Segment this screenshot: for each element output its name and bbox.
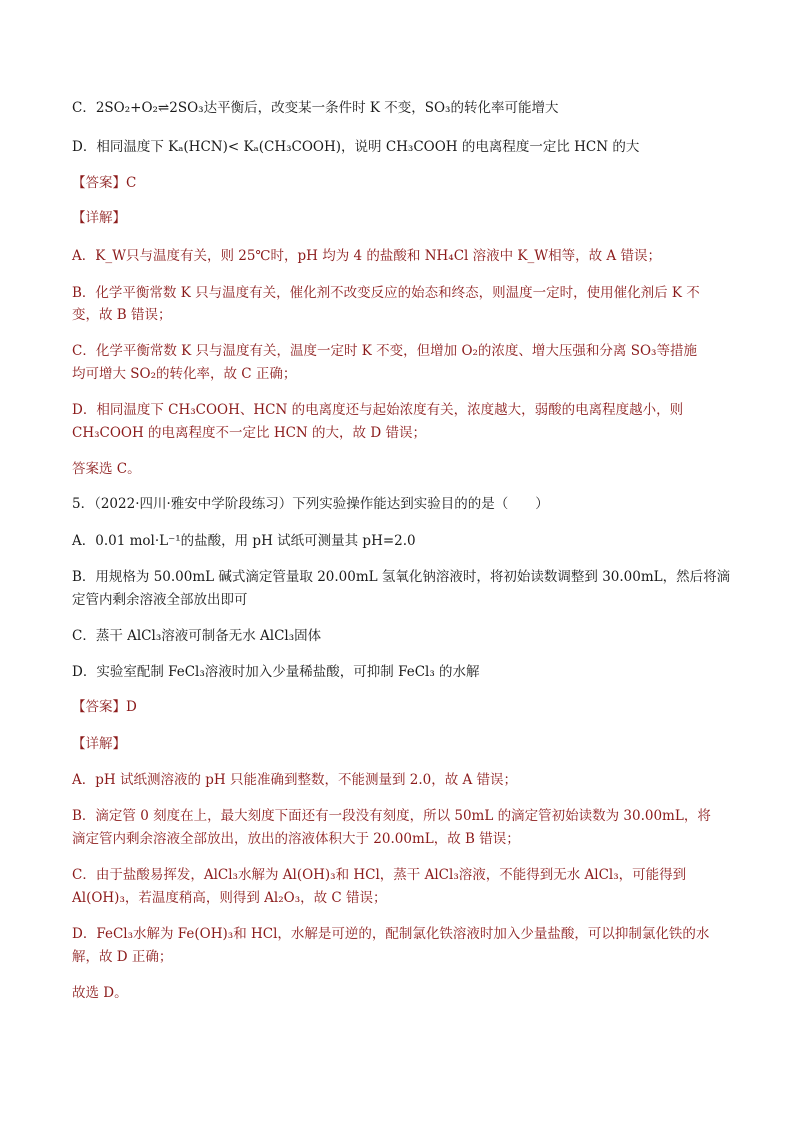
q4-option-c: C．2SO₂+O₂⇌2SO₃达平衡后，改变某一条件时 K 不变，SO₃的转化率可能增大: [72, 100, 559, 116]
q4-explain-a: A．K_W只与温度有关，则 25℃时，pH 均为 4 的盐酸和 NH₄Cl 溶液中 K_W相等，故 A 错误；: [72, 248, 661, 264]
q4-explain-c-line2: 均可增大 SO₂的转化率，故 C 正确；: [72, 366, 297, 382]
q5-explain-c-line1: C．由于盐酸易挥发，AlCl₃水解为 Al(OH)₃和 HCl，蒸干 AlCl₃溶液，不能得到无水 AlCl₃，可能得到: [72, 867, 687, 883]
q5-answer: 【答案】D: [72, 699, 137, 715]
q5-option-d: D．实验室配制 FeCl₃溶液时加入少量稀盐酸，可抑制 FeCl₃ 的水解: [72, 664, 480, 680]
q5-explain-b-line1: B．滴定管 0 刻度在上，最大刻度下面还有一段没有刻度，所以 50mL 的滴定管初始读数为 30.00mL，将: [72, 808, 711, 824]
q5-conclusion: 故选 D。: [72, 985, 128, 1001]
q5-option-a: A．0.01 mol·L⁻¹的盐酸，用 pH 试纸可测量其 pH=2.0: [72, 533, 416, 549]
q5-option-c: C．蒸干 AlCl₃溶液可制备无水 AlCl₃固体: [72, 628, 322, 644]
q5-explain-c-line2: Al(OH)₃，若温度稍高，则得到 Al₂O₃，故 C 错误；: [72, 890, 387, 906]
q4-explain-b-line1: B．化学平衡常数 K 只与温度有关，催化剂不改变反应的始态和终态，则温度一定时，使用催化剂后 K 不: [72, 285, 700, 301]
q4-conclusion: 答案选 C。: [72, 461, 141, 477]
q5-option-b-line1: B．用规格为 50.00mL 碱式滴定管量取 20.00mL 氢氧化钠溶液时，将初始读数调整到 30.00mL，然后将滴: [72, 569, 731, 585]
q4-explain-b-line2: 变，故 B 错误；: [72, 307, 172, 323]
q5-stem: 5．（2022·四川·雅安中学阶段练习）下列实验操作能达到实验目的的是（ ）: [72, 496, 549, 512]
q5-explain-d-line2: 解，故 D 正确；: [72, 949, 173, 965]
q5-explain-b-line2: 滴定管内剩余溶液全部放出，放出的溶液体积大于 20.00mL，故 B 错误；: [72, 831, 520, 847]
q4-explain-d-line2: CH₃COOH 的电离程度不一定比 HCN 的大，故 D 错误；: [72, 425, 426, 441]
q5-explain-d-line1: D．FeCl₃水解为 Fe(OH)₃和 HCl，水解是可逆的，配制氯化铁溶液时加入少量盐酸，可以抑制氯化铁的水: [72, 926, 710, 942]
q5-option-b-line2: 定管内剩余溶液全部放出即可: [72, 592, 248, 608]
q4-explain-c-line1: C．化学平衡常数 K 只与温度有关，温度一定时 K 不变，但增加 O₂的浓度、增大压强和分离 SO₃等措施: [72, 343, 697, 359]
q4-option-d: D．相同温度下 Kₐ(HCN)< Kₐ(CH₃COOH)，说明 CH₃COOH 的电离程度一定比 HCN 的大: [72, 139, 640, 155]
q4-detail-heading: 【详解】: [72, 210, 126, 226]
q5-detail-heading: 【详解】: [72, 736, 126, 752]
q4-answer: 【答案】C: [72, 175, 137, 191]
q5-explain-a: A．pH 试纸测溶液的 pH 只能准确到整数，不能测量到 2.0，故 A 错误；: [72, 772, 518, 788]
q4-explain-d-line1: D．相同温度下 CH₃COOH、HCN 的电离度还与起始浓度有关，浓度越大，弱酸的电离程度越小，则: [72, 402, 684, 418]
